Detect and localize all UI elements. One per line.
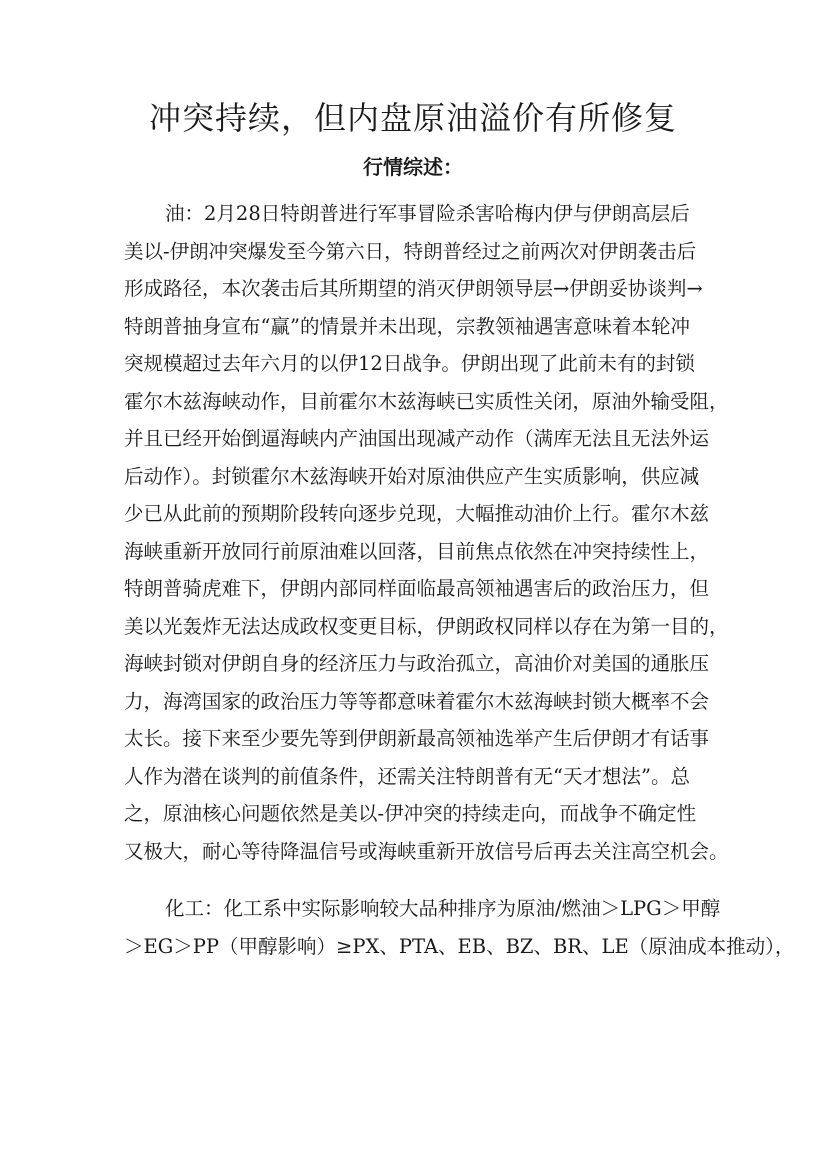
text-line: 霍尔木兹海峡动作，目前霍尔木兹海峡已实质性关闭，原油外输受阻， bbox=[124, 389, 729, 413]
paragraph-chemicals bbox=[124, 890, 795, 965]
text-line: 化工：化工系中实际影响较大品种排序为原油/燃油＞LPG＞甲醇 bbox=[165, 897, 721, 920]
text-line: 突规模超过去年六月的以伊12日战争。伊朗出现了此前未有的封锁 bbox=[124, 352, 695, 375]
text-line: 太长。接下来至少要先等到伊朗新最高领袖选举产生后伊朗才有话事 bbox=[124, 727, 710, 750]
text-line: 人作为潜在谈判的前值条件，还需关注特朗普有无“天才想法”。总 bbox=[124, 764, 690, 788]
text-line: 并且已经开始倒逼海峡内产油国出现减产动作（满库无法且无法外运 bbox=[124, 427, 710, 450]
text-line: 海峡重新开放同行前原油难以回落，目前焦点依然在冲突持续性上， bbox=[124, 539, 710, 563]
text-line: ＞EG＞PP（甲醇影响）≥PX、PTA、EB、BZ、BR、LE（原油成本推动）， bbox=[124, 934, 795, 958]
section-heading: 行情综述： bbox=[363, 155, 463, 179]
text-line: 海峡封锁对伊朗自身的经济压力与政治孤立，高油价对美国的通胀压 bbox=[124, 652, 710, 675]
paragraph-oil bbox=[124, 195, 729, 870]
text-line: 力，海湾国家的政治压力等等都意味着霍尔木兹海峡封锁大概率不会 bbox=[124, 689, 710, 713]
text-line: 美以光轰炸无法达成政权变更目标，伊朗政权同样以存在为第一目的， bbox=[124, 614, 729, 638]
text-line: 特朗普骑虎难下，伊朗内部同样面临最高领袖遇害后的政治压力，但 bbox=[124, 577, 710, 600]
document-title: 冲突持续，但内盘原油溢价有所修复 bbox=[148, 99, 677, 137]
text-line: 油：2月28日特朗普进行军事冒险杀害哈梅内伊与伊朗高层后 bbox=[165, 202, 690, 225]
body-text bbox=[124, 195, 795, 965]
text-line: 美以-伊朗冲突爆发至今第六日，特朗普经过之前两次对伊朗袭击后 bbox=[124, 239, 697, 263]
text-line: 之，原油核心问题依然是美以-伊冲突的持续走向，而战争不确定性 bbox=[124, 802, 697, 825]
text-line: 少已从此前的预期阶段转向逐步兑现，大幅推动油价上行。霍尔木兹 bbox=[124, 502, 710, 525]
paragraph-spacer bbox=[124, 870, 724, 890]
text-line: 又极大，耐心等待降温信号或海峡重新开放信号后再去关注高空机会。 bbox=[124, 839, 729, 863]
text-line: 特朗普抽身宣布“赢”的情景并未出现，宗教领袖遇害意味着本轮冲 bbox=[124, 314, 690, 338]
text-line: 形成路径，本次袭击后其所期望的消灭伊朗领导层→伊朗妥协谈判→ bbox=[124, 277, 703, 300]
text-line: 后动作）。封锁霍尔木兹海峡开始对原油供应产生实质影响，供应减 bbox=[124, 464, 700, 488]
